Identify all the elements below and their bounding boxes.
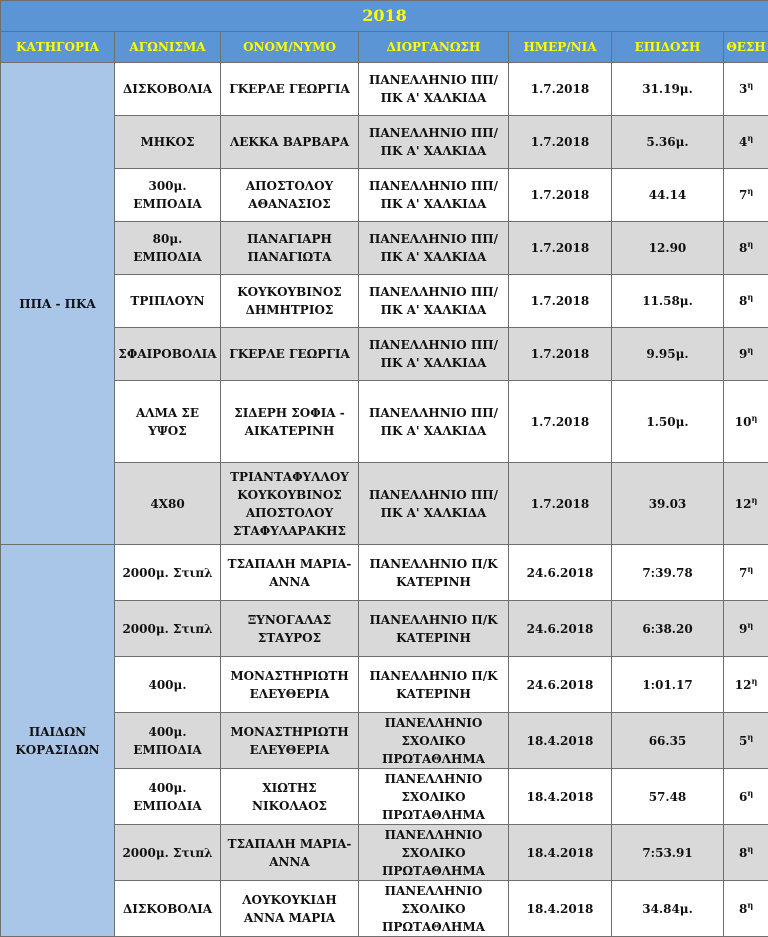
date-cell: 18.4.2018	[509, 713, 612, 769]
athlete-name-cell: ΤΣΑΠΑΛΗ ΜΑΡΙΑ-ΑΝΝΑ	[221, 825, 359, 881]
table-row	[1, 275, 768, 328]
position-suffix: η	[747, 239, 754, 249]
athlete-name-cell: ΓΚΕΡΛΕ ΓΕΩΡΓΙΑ	[221, 63, 359, 116]
event-cell: ΜΗΚΟΣ	[115, 116, 221, 169]
position-suffix: η	[747, 292, 754, 302]
performance-cell: 11.58μ.	[612, 275, 724, 328]
table-row	[1, 381, 768, 463]
table-row	[1, 769, 768, 825]
position-number: 12	[734, 677, 752, 692]
position-suffix: η	[747, 186, 754, 196]
organization-cell: ΠΑΝΕΛΛΗΝΙΟ ΣΧΟΛΙΚΟ ΠΡΩΤΑΘΛΗΜΑ	[359, 713, 509, 769]
date-cell: 1.7.2018	[509, 275, 612, 328]
table-row	[1, 328, 768, 381]
athlete-name-cell: ΛΕΚΚΑ ΒΑΡΒΑΡΑ	[221, 116, 359, 169]
position-suffix: η	[747, 619, 754, 630]
organization-cell: ΠΑΝΕΛΛΗΝΙΟ Π/Κ ΚΑΤΕΡΙΝΗ	[359, 545, 509, 601]
position-number: 9	[738, 347, 748, 361]
position-cell	[724, 601, 768, 657]
athlete-name-cell: ΤΣΑΠΑΛΗ ΜΑΡΙΑ-ΑΝΝΑ	[221, 545, 359, 601]
category-cell: ΠΑΙΔΩΝ ΚΟΡΑΣΙΔΩΝ	[1, 545, 115, 937]
position-suffix: η	[747, 563, 754, 574]
organization-cell: ΠΑΝΕΛΛΗΝΙΟ ΠΠ/ΠΚ Α' ΧΑΛΚΙΔΑ	[359, 463, 509, 545]
performance-cell: 7:53.91	[612, 825, 724, 881]
performance-cell: 39.03	[612, 463, 724, 545]
performance-cell: 1:01.17	[612, 657, 724, 713]
performance-cell: 34.84μ.	[612, 881, 724, 937]
organization-cell: ΠΑΝΕΛΛΗΝΙΟ ΣΧΟΛΙΚΟ ΠΡΩΤΑΘΛΗΜΑ	[359, 825, 509, 881]
athlete-name-cell: ΠΑΝΑΓΙΑΡΗ ΠΑΝΑΓΙΩΤΑ	[221, 222, 359, 275]
header-performance: ΕΠΙΔΟΣΗ	[612, 32, 724, 63]
position-suffix: η	[747, 133, 754, 143]
performance-cell: 44.14	[612, 169, 724, 222]
athlete-name-cell: ΣΙΔΕΡΗ ΣΟΦΙΑ - ΑΙΚΑΤΕΡΙΝΗ	[221, 381, 359, 463]
position-suffix: η	[751, 412, 758, 423]
position-number: 4	[738, 135, 748, 149]
athlete-name-cell: ΑΠΟΣΤΟΛΟΥ ΑΘΑΝΑΣΙΟΣ	[221, 169, 359, 222]
header-category: ΚΑΤΗΓΟΡΙΑ	[1, 32, 115, 63]
position-suffix: η	[751, 675, 758, 686]
header-position: ΘΕΣΗ	[724, 32, 768, 63]
position-number: 8	[738, 845, 748, 860]
header-event: ΑΓΩΝΙΣΜΑ	[115, 32, 221, 63]
date-cell: 18.4.2018	[509, 769, 612, 825]
performance-cell: 1.50μ.	[612, 381, 724, 463]
position-cell	[724, 169, 768, 222]
table-row	[1, 657, 768, 713]
table-row	[1, 601, 768, 657]
date-cell: 24.6.2018	[509, 545, 612, 601]
athlete-name-cell: ΤΡΙΑΝΤΑΦΥΛΛΟΥ ΚΟΥΚΟΥΒΙΝΟΣ ΑΠΟΣΤΟΛΟΥ ΣΤΑΦΥΛΑΡΑΚΗΣ	[221, 463, 359, 545]
position-suffix: η	[747, 345, 754, 355]
position-cell	[724, 328, 768, 381]
athlete-name-cell: ΚΟΥΚΟΥΒΙΝΟΣ ΔΗΜΗΤΡΙΟΣ	[221, 275, 359, 328]
event-cell: ΑΛΜΑ ΣΕ ΥΨΟΣ	[115, 381, 221, 463]
event-cell: 2000μ. Στιπλ	[115, 601, 221, 657]
position-number: 12	[734, 496, 752, 511]
athlete-name-cell: ΞΥΝΟΓΑΛΑΣ ΣΤΑΥΡΟΣ	[221, 601, 359, 657]
table-row	[1, 881, 768, 937]
position-cell	[724, 222, 768, 275]
category-cell: ΠΠΑ - ΠΚΑ	[1, 63, 115, 545]
table-row	[1, 825, 768, 881]
position-suffix: η	[747, 787, 754, 798]
organization-cell: ΠΑΝΕΛΛΗΝΙΟ Π/Κ ΚΑΤΕΡΙΝΗ	[359, 657, 509, 713]
athlete-name-cell: ΜΟΝΑΣΤΗΡΙΩΤΗ ΕΛΕΥΘΕΡΙΑ	[221, 657, 359, 713]
position-cell	[724, 657, 768, 713]
performance-cell: 9.95μ.	[612, 328, 724, 381]
table-row	[1, 545, 768, 601]
table-row	[1, 63, 768, 116]
event-cell: 2000μ. Στιπλ	[115, 545, 221, 601]
position-number: 6	[738, 789, 748, 804]
position-cell	[724, 116, 768, 169]
position-cell	[724, 63, 768, 116]
performance-cell: 31.19μ.	[612, 63, 724, 116]
event-cell: 80μ. ΕΜΠΟΔΙΑ	[115, 222, 221, 275]
event-cell: 400μ. ΕΜΠΟΔΙΑ	[115, 769, 221, 825]
performance-cell: 6:38.20	[612, 601, 724, 657]
position-number: 7	[738, 188, 748, 202]
organization-cell: ΠΑΝΕΛΛΗΝΙΟ ΠΠ/ΠΚ Α' ΧΑΛΚΙΔΑ	[359, 116, 509, 169]
performance-cell: 7:39.78	[612, 545, 724, 601]
performance-cell: 12.90	[612, 222, 724, 275]
table-row	[1, 713, 768, 769]
event-cell: 4Χ80	[115, 463, 221, 545]
table-row	[1, 222, 768, 275]
position-cell	[724, 713, 768, 769]
event-cell: ΤΡΙΠΛΟΥΝ	[115, 275, 221, 328]
position-number: 8	[738, 241, 748, 255]
position-number: 8	[738, 901, 748, 916]
date-cell: 24.6.2018	[509, 657, 612, 713]
position-number: 5	[738, 733, 748, 748]
organization-cell: ΠΑΝΕΛΛΗΝΙΟ ΠΠ/ΠΚ Α' ΧΑΛΚΙΔΑ	[359, 222, 509, 275]
date-cell: 1.7.2018	[509, 169, 612, 222]
date-cell: 1.7.2018	[509, 116, 612, 169]
header-organization: ΔΙΟΡΓΑΝΩΣΗ	[359, 32, 509, 63]
event-cell: 400μ. ΕΜΠΟΔΙΑ	[115, 713, 221, 769]
position-number: 3	[738, 82, 748, 96]
organization-cell: ΠΑΝΕΛΛΗΝΙΟ ΠΠ/ΠΚ Α' ΧΑΛΚΙΔΑ	[359, 169, 509, 222]
date-cell: 1.7.2018	[509, 328, 612, 381]
organization-cell: ΠΑΝΕΛΛΗΝΙΟ ΣΧΟΛΙΚΟ ΠΡΩΤΑΘΛΗΜΑ	[359, 769, 509, 825]
table-row	[1, 169, 768, 222]
event-cell: ΣΦΑΙΡΟΒΟΛΙΑ	[115, 328, 221, 381]
date-cell: 1.7.2018	[509, 381, 612, 463]
position-number: 10	[734, 414, 752, 429]
organization-cell: ΠΑΝΕΛΛΗΝΙΟ ΠΠ/ΠΚ Α' ΧΑΛΚΙΔΑ	[359, 63, 509, 116]
organization-cell: ΠΑΝΕΛΛΗΝΙΟ ΠΠ/ΠΚ Α' ΧΑΛΚΙΔΑ	[359, 381, 509, 463]
table-row	[1, 463, 768, 545]
date-cell: 18.4.2018	[509, 881, 612, 937]
table-row	[1, 116, 768, 169]
athlete-name-cell: ΓΚΕΡΛΕ ΓΕΩΡΓΙΑ	[221, 328, 359, 381]
header-name: ΟΝΟΜ/ΝΥΜΟ	[221, 32, 359, 63]
position-cell	[724, 769, 768, 825]
position-suffix: η	[747, 843, 754, 854]
event-cell: 400μ.	[115, 657, 221, 713]
position-cell	[724, 463, 768, 545]
position-suffix: η	[751, 494, 758, 505]
organization-cell: ΠΑΝΕΛΛΗΝΙΟ ΠΠ/ΠΚ Α' ΧΑΛΚΙΔΑ	[359, 275, 509, 328]
event-cell: 2000μ. Στιπλ	[115, 825, 221, 881]
position-cell	[724, 275, 768, 328]
organization-cell: ΠΑΝΕΛΛΗΝΙΟ ΣΧΟΛΙΚΟ ΠΡΩΤΑΘΛΗΜΑ	[359, 881, 509, 937]
organization-cell: ΠΑΝΕΛΛΗΝΙΟ Π/Κ ΚΑΤΕΡΙΝΗ	[359, 601, 509, 657]
organization-cell: ΠΑΝΕΛΛΗΝΙΟ ΠΠ/ΠΚ Α' ΧΑΛΚΙΔΑ	[359, 328, 509, 381]
date-cell: 1.7.2018	[509, 463, 612, 545]
position-suffix: η	[747, 80, 754, 90]
year-title: 2018	[1, 1, 768, 32]
athlete-name-cell: ΜΟΝΑΣΤΗΡΙΩΤΗ ΕΛΕΥΘΕΡΙΑ	[221, 713, 359, 769]
header-date: ΗΜΕΡ/ΝΙΑ	[509, 32, 612, 63]
position-suffix: η	[747, 731, 754, 742]
date-cell: 18.4.2018	[509, 825, 612, 881]
event-cell: ΔΙΣΚΟΒΟΛΙΑ	[115, 63, 221, 116]
position-number: 9	[738, 621, 748, 636]
position-number: 8	[738, 294, 748, 308]
position-cell	[724, 881, 768, 937]
athlete-name-cell: ΛΟΥΚΟΥΚΙΔΗ ΑΝΝΑ ΜΑΡΙΑ	[221, 881, 359, 937]
athlete-name-cell: ΧΙΩΤΗΣ ΝΙΚΟΛΑΟΣ	[221, 769, 359, 825]
header-row	[1, 32, 768, 63]
event-cell: 300μ. ΕΜΠΟΔΙΑ	[115, 169, 221, 222]
performance-cell: 66.35	[612, 713, 724, 769]
performance-cell: 5.36μ.	[612, 116, 724, 169]
position-number: 7	[738, 565, 748, 580]
date-cell: 24.6.2018	[509, 601, 612, 657]
performance-cell: 57.48	[612, 769, 724, 825]
event-cell: ΔΙΣΚΟΒΟΛΙΑ	[115, 881, 221, 937]
date-cell: 1.7.2018	[509, 222, 612, 275]
position-suffix: η	[747, 899, 754, 910]
date-cell: 1.7.2018	[509, 63, 612, 116]
position-cell	[724, 825, 768, 881]
position-cell	[724, 545, 768, 601]
position-cell	[724, 381, 768, 463]
